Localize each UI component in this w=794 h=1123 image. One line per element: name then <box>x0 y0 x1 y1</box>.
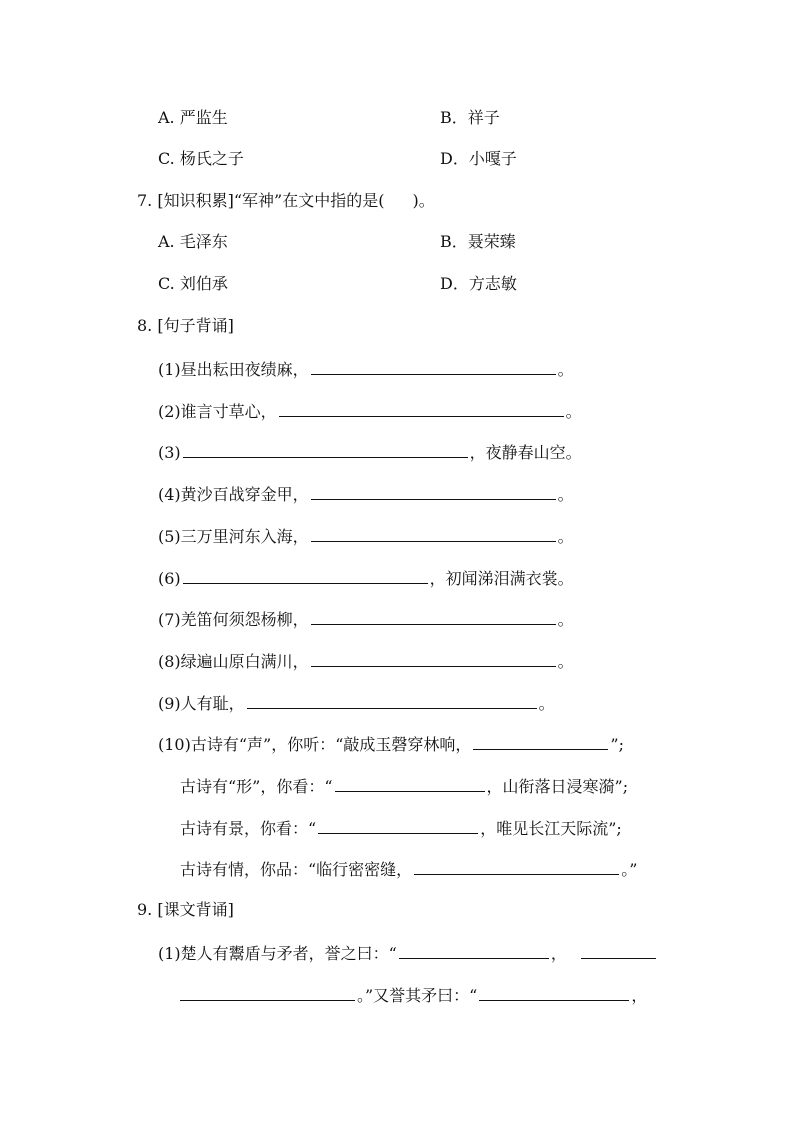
answer-blank[interactable] <box>311 357 556 375</box>
q7-stem-before: 7. [知识积累]“军神”在文中指的是( <box>137 191 385 210</box>
q8-item-9-prompt: (9)人有耻， <box>158 694 245 713</box>
q9-item-1-prompt: (1)楚人有鬻盾与矛者，誉之曰：“ <box>158 944 397 963</box>
q8-item-10-line-4 <box>180 857 637 881</box>
q9-item-1-comma: ， <box>550 944 567 963</box>
q8-item-4-end: 。 <box>557 485 574 504</box>
q8-item-9 <box>158 691 555 715</box>
q8-item-3 <box>158 440 582 464</box>
answer-blank[interactable] <box>311 524 556 542</box>
q6-option-b: B．祥子 <box>440 108 500 127</box>
q8-item-4-prompt: (4)黄沙百战穿金甲， <box>158 485 309 504</box>
q8-item-8 <box>158 649 574 673</box>
answer-blank[interactable] <box>180 983 355 1001</box>
q7-stem <box>137 190 435 212</box>
q7-stem-after: )。 <box>412 191 435 210</box>
q8-item-10-end-3: ，唯见长江天际流”; <box>480 819 622 838</box>
answer-blank[interactable] <box>311 607 556 625</box>
q8-item-9-end: 。 <box>538 694 555 713</box>
q8-item-6-end: ，初闻涕泪满衣裳。 <box>429 569 574 588</box>
answer-blank[interactable] <box>183 566 428 584</box>
q8-item-4 <box>158 482 574 506</box>
q8-item-10-prompt-2: 古诗有“形”，你看：“ <box>180 777 333 796</box>
answer-blank[interactable] <box>318 816 478 834</box>
q7-option-d: D．方志敏 <box>440 274 517 293</box>
q8-item-6 <box>158 566 574 590</box>
answer-blank[interactable] <box>183 440 468 458</box>
answer-blank[interactable] <box>311 482 556 500</box>
q9-item-1-middle: 。”又誉其矛曰：“ <box>357 986 478 1005</box>
q6-option-a: A. 严监生 <box>158 108 228 127</box>
answer-blank[interactable] <box>581 941 656 959</box>
q7-option-c: C. 刘伯承 <box>158 274 228 293</box>
q8-item-10-prompt-4: 古诗有情，你品：“临行密密缝， <box>180 860 413 879</box>
q8-item-10-prompt-1: (10)古诗有“声”，你听：“敲成玉磬穿林响， <box>158 735 472 754</box>
q8-item-10-line-1 <box>158 732 624 756</box>
q8-item-7-prompt: (7)羌笛何须怨杨柳， <box>158 610 309 629</box>
q8-item-2-prompt: (2)谁言寸草心， <box>158 402 277 421</box>
q8-item-6-prompt: (6) <box>158 569 181 588</box>
q6-option-d: D．小嘎子 <box>440 149 517 168</box>
answer-blank[interactable] <box>479 983 629 1001</box>
answer-blank[interactable] <box>311 649 556 667</box>
q6-option-c: C. 杨氏之子 <box>158 149 244 168</box>
q7-option-b: B．聂荣臻 <box>440 232 516 251</box>
q8-item-2-end: 。 <box>565 402 582 421</box>
q9-item-1-line-1 <box>158 941 658 965</box>
q8-item-1-end: 。 <box>557 360 574 379</box>
q8-item-10-end-1: ”; <box>610 735 624 754</box>
q8-item-8-end: 。 <box>557 652 574 671</box>
q9-item-1-end: ， <box>631 986 648 1005</box>
q8-item-7 <box>158 607 574 631</box>
q8-item-10-line-2 <box>180 774 628 798</box>
q8-item-10-end-4: 。” <box>621 860 638 879</box>
q8-item-3-end: ，夜静春山空。 <box>469 443 582 462</box>
q8-item-7-end: 。 <box>557 610 574 629</box>
answer-blank[interactable] <box>279 399 564 417</box>
q8-item-10-line-3 <box>180 816 622 840</box>
q9-item-1-line-2 <box>178 983 647 1007</box>
answer-blank[interactable] <box>335 774 485 792</box>
q9-title: 9. [课文背诵] <box>137 900 234 919</box>
q8-item-10-prompt-3: 古诗有景，你看：“ <box>180 819 317 838</box>
q8-title: 8. [句子背诵] <box>137 316 234 335</box>
q8-item-5-prompt: (5)三万里河东入海， <box>158 527 309 546</box>
q8-item-10-end-2: ，山衔落日浸寒漪”; <box>486 777 629 796</box>
answer-blank[interactable] <box>414 857 619 875</box>
q8-item-5-end: 。 <box>557 527 574 546</box>
answer-blank[interactable] <box>399 941 549 959</box>
q7-option-a: A. 毛泽东 <box>158 232 228 251</box>
q8-item-8-prompt: (8)绿遍山原白满川， <box>158 652 309 671</box>
answer-blank[interactable] <box>247 691 537 709</box>
q8-item-5 <box>158 524 574 548</box>
answer-blank[interactable] <box>473 732 608 750</box>
q8-item-2 <box>158 399 582 423</box>
q8-item-1 <box>158 357 574 381</box>
q8-item-1-prompt: (1)昼出耘田夜绩麻， <box>158 360 309 379</box>
q8-item-3-prompt: (3) <box>158 443 181 462</box>
